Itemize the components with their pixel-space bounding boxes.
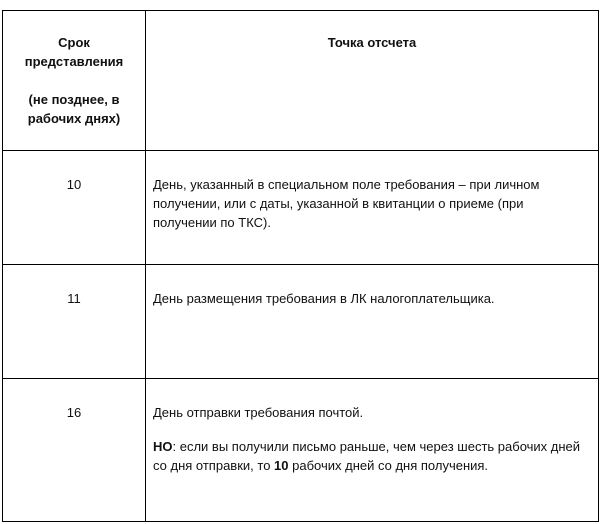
row-days: 11 <box>3 265 146 378</box>
header-deadline-line3: (не позднее, в <box>28 92 120 107</box>
note-bold-number: 10 <box>274 458 289 473</box>
row-note <box>153 437 586 475</box>
row-description: День, указанный в специальном поле требования – при личном получении, или с даты, указанной в квитанции о приеме (при получении по ТКС). <box>153 177 540 230</box>
header-deadline-line4: рабочих днях) <box>27 111 121 126</box>
table-header-row <box>3 11 598 151</box>
header-deadline-line2: представления <box>24 54 124 69</box>
row-description: День размещения требования в ЛК налогоплательщика. <box>153 291 495 306</box>
table-row <box>3 151 598 265</box>
deadline-table <box>2 10 599 522</box>
row-days: 10 <box>3 151 146 264</box>
table-row <box>3 379 598 521</box>
note-text-1: : если вы получили письмо раньше, чем через шесть рабочих дней со дня отправки, то <box>153 439 581 473</box>
header-deadline <box>3 11 146 150</box>
note-label: НО <box>153 439 173 454</box>
header-reference-point: Точка отсчета <box>327 35 417 50</box>
row-days: 16 <box>3 379 146 521</box>
header-deadline-line1: Срок <box>58 35 90 50</box>
row-description-cell <box>146 379 598 521</box>
table-row <box>3 265 598 379</box>
note-text-2: рабочих дней со дня получения. <box>288 458 489 473</box>
row-description: День отправки требования почтой. <box>153 405 364 420</box>
